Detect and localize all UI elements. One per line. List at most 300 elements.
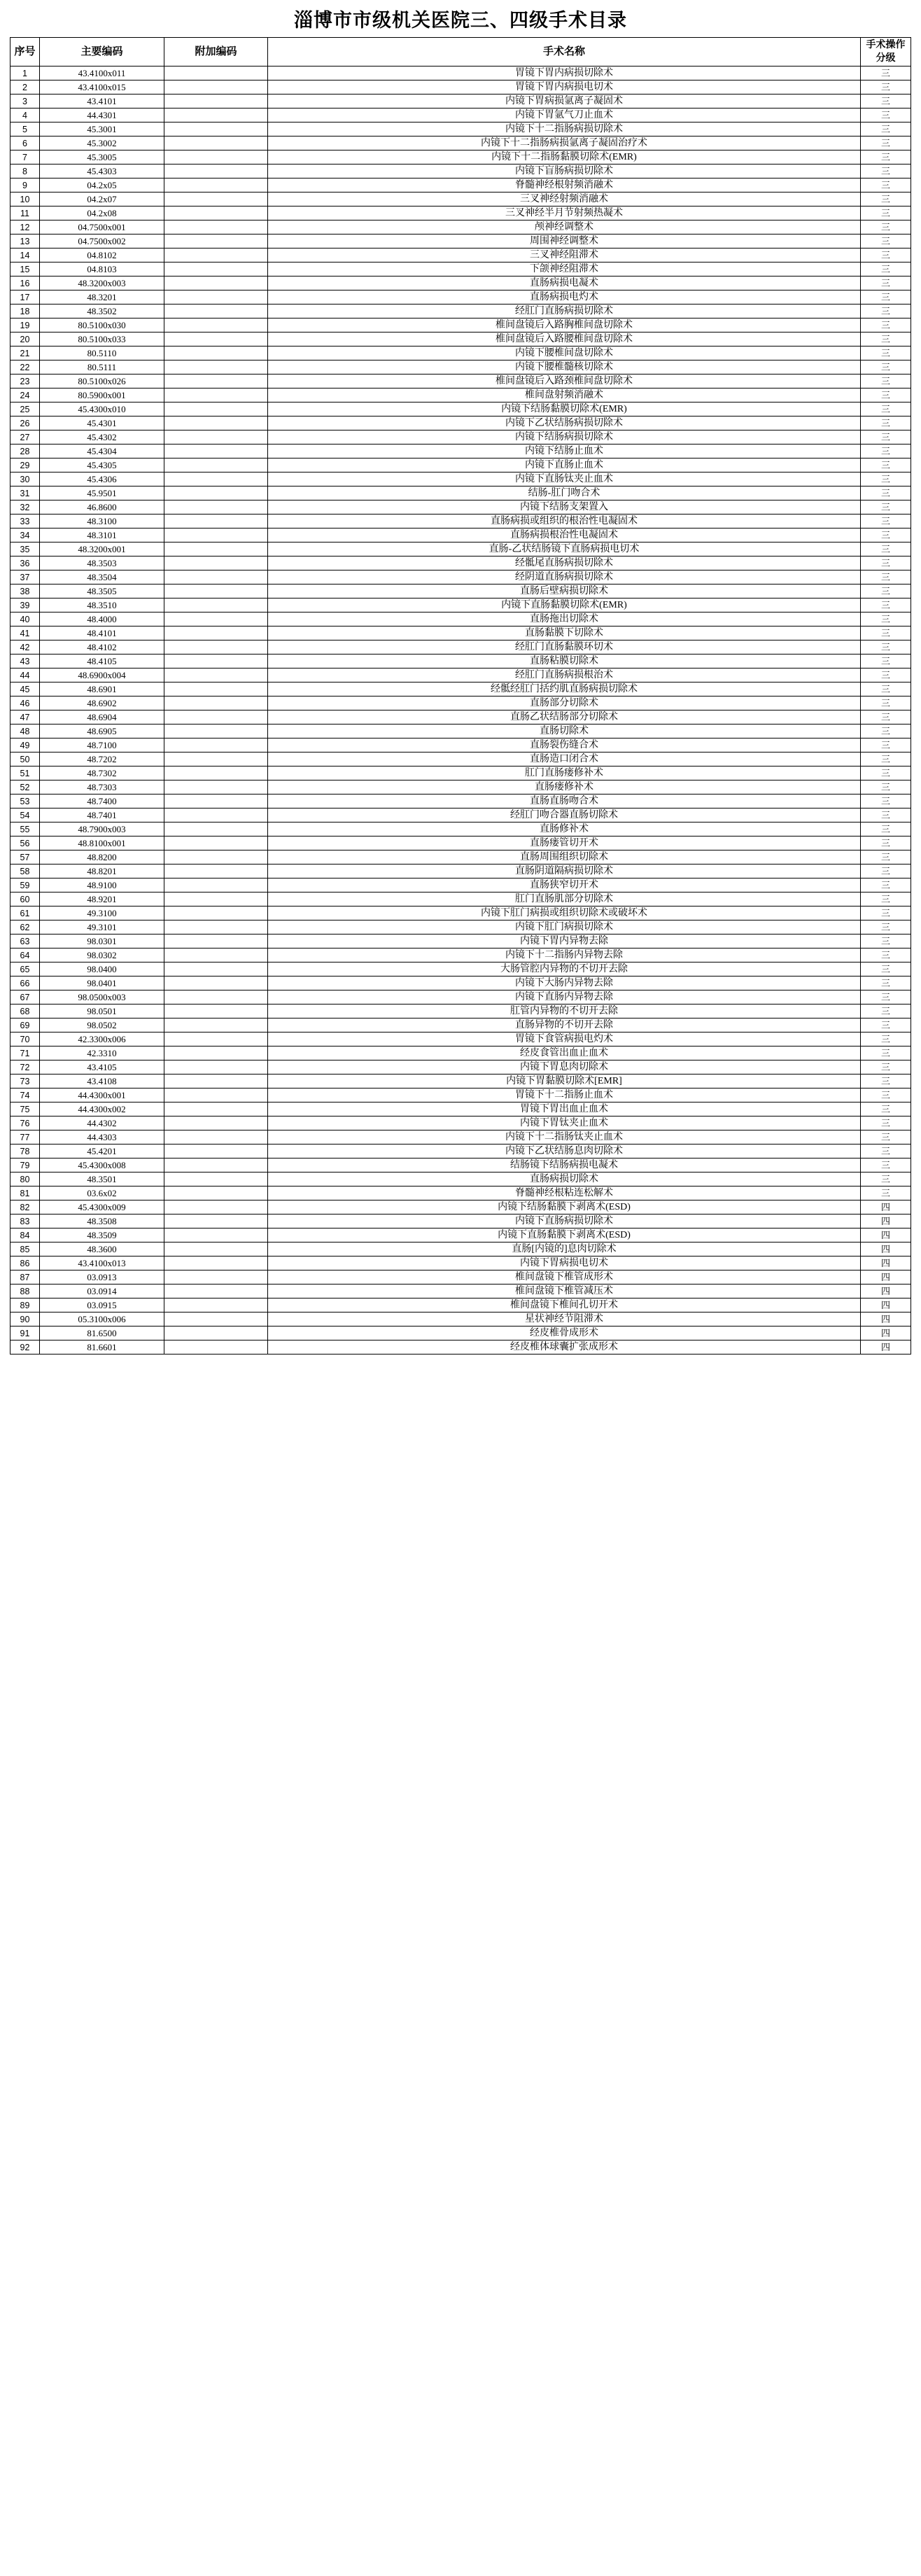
cell-index: 79 <box>10 1158 40 1172</box>
table-row <box>10 402 911 416</box>
surgery-catalog-table <box>10 37 911 1354</box>
page-title: 淄博市市级机关医院三、四级手术目录 <box>294 10 627 31</box>
table-row <box>10 1088 911 1102</box>
cell-extra-code <box>164 836 268 850</box>
cell-extra-code <box>164 234 268 248</box>
cell-level: 三 <box>861 248 911 262</box>
cell-main-code: 45.4301 <box>40 416 164 430</box>
cell-surgery-name: 直肠-乙状结肠镜下直肠病损电切术 <box>268 542 861 556</box>
table-row <box>10 962 911 976</box>
cell-surgery-name: 内镜下十二指肠内异物去除 <box>268 948 861 962</box>
cell-main-code: 44.4303 <box>40 1130 164 1144</box>
cell-surgery-name: 内镜下直肠止血术 <box>268 458 861 472</box>
cell-main-code: 03.0915 <box>40 1298 164 1312</box>
cell-extra-code <box>164 1242 268 1256</box>
cell-extra-code <box>164 990 268 1004</box>
table-row <box>10 248 911 262</box>
cell-surgery-name: 三叉神经半月节射频热凝术 <box>268 206 861 220</box>
table-row <box>10 710 911 724</box>
cell-extra-code <box>164 360 268 374</box>
table-body <box>10 66 911 1354</box>
cell-surgery-name: 内镜下胃氩气刀止血术 <box>268 108 861 122</box>
cell-level: 三 <box>861 668 911 682</box>
table-row <box>10 108 911 122</box>
cell-surgery-name: 颅神经调整术 <box>268 220 861 234</box>
cell-index: 60 <box>10 892 40 906</box>
cell-level: 四 <box>861 1242 911 1256</box>
table-row <box>10 1032 911 1046</box>
cell-index: 4 <box>10 108 40 122</box>
cell-extra-code <box>164 710 268 724</box>
column-header-index: 序号 <box>10 38 40 66</box>
table-row <box>10 626 911 640</box>
cell-main-code: 44.4302 <box>40 1116 164 1130</box>
cell-level: 三 <box>861 948 911 962</box>
cell-main-code: 48.4105 <box>40 654 164 668</box>
cell-index: 26 <box>10 416 40 430</box>
cell-main-code: 48.8200 <box>40 850 164 864</box>
cell-surgery-name: 内镜下腰椎髓核切除术 <box>268 360 861 374</box>
table-row <box>10 892 911 906</box>
cell-surgery-name: 椎间盘镜下椎管成形术 <box>268 1270 861 1284</box>
cell-index: 46 <box>10 696 40 710</box>
cell-level: 三 <box>861 178 911 192</box>
cell-level: 三 <box>861 1032 911 1046</box>
table-row <box>10 640 911 654</box>
cell-extra-code <box>164 444 268 458</box>
table-row <box>10 794 911 808</box>
cell-index: 83 <box>10 1214 40 1228</box>
table-row <box>10 150 911 164</box>
cell-index: 15 <box>10 262 40 276</box>
cell-extra-code <box>164 374 268 388</box>
table-row <box>10 1060 911 1074</box>
cell-surgery-name: 星状神经节阻滞术 <box>268 1312 861 1326</box>
cell-extra-code <box>164 108 268 122</box>
cell-level: 三 <box>861 1130 911 1144</box>
cell-extra-code <box>164 1018 268 1032</box>
cell-level: 三 <box>861 1004 911 1018</box>
cell-level: 四 <box>861 1298 911 1312</box>
cell-surgery-name: 肛管内异物的不切开去除 <box>268 1004 861 1018</box>
cell-level: 四 <box>861 1312 911 1326</box>
table-row <box>10 346 911 360</box>
cell-extra-code <box>164 1340 268 1354</box>
cell-main-code: 48.8100x001 <box>40 836 164 850</box>
cell-extra-code <box>164 332 268 346</box>
cell-surgery-name: 直肠[内镜的]息肉切除术 <box>268 1242 861 1256</box>
cell-level: 三 <box>861 290 911 304</box>
cell-level: 三 <box>861 822 911 836</box>
cell-surgery-name: 直肠部分切除术 <box>268 696 861 710</box>
cell-extra-code <box>164 290 268 304</box>
cell-surgery-name: 内镜下胃病损氩离子凝固术 <box>268 94 861 108</box>
cell-level: 三 <box>861 94 911 108</box>
cell-main-code: 04.7500x002 <box>40 234 164 248</box>
table-row <box>10 1312 911 1326</box>
cell-level: 三 <box>861 598 911 612</box>
table-row <box>10 1326 911 1340</box>
cell-surgery-name: 结肠-肛门吻合术 <box>268 486 861 500</box>
cell-main-code: 04.2x08 <box>40 206 164 220</box>
cell-level: 三 <box>861 878 911 892</box>
table-row <box>10 178 911 192</box>
table-row <box>10 920 911 934</box>
cell-main-code: 04.2x07 <box>40 192 164 206</box>
cell-main-code: 80.5100x033 <box>40 332 164 346</box>
cell-level: 三 <box>861 164 911 178</box>
cell-extra-code <box>164 472 268 486</box>
cell-main-code: 48.4102 <box>40 640 164 654</box>
cell-index: 66 <box>10 976 40 990</box>
cell-surgery-name: 直肠阴道隔病损切除术 <box>268 864 861 878</box>
table-row <box>10 1214 911 1228</box>
cell-level: 三 <box>861 626 911 640</box>
cell-extra-code <box>164 542 268 556</box>
cell-level: 三 <box>861 920 911 934</box>
cell-index: 1 <box>10 66 40 80</box>
cell-index: 38 <box>10 584 40 598</box>
cell-surgery-name: 内镜下结肠黏膜下剥离术(ESD) <box>268 1200 861 1214</box>
cell-index: 53 <box>10 794 40 808</box>
cell-surgery-name: 内镜下乙状结肠病损切除术 <box>268 416 861 430</box>
cell-level: 三 <box>861 206 911 220</box>
cell-index: 70 <box>10 1032 40 1046</box>
cell-level: 三 <box>861 346 911 360</box>
cell-main-code: 49.3101 <box>40 920 164 934</box>
cell-surgery-name: 结肠镜下结肠病损电凝术 <box>268 1158 861 1172</box>
cell-level: 三 <box>861 262 911 276</box>
cell-surgery-name: 直肠异物的不切开去除 <box>268 1018 861 1032</box>
cell-surgery-name: 椎间盘镜后入路颈椎间盘切除术 <box>268 374 861 388</box>
cell-index: 82 <box>10 1200 40 1214</box>
cell-index: 47 <box>10 710 40 724</box>
cell-surgery-name: 直肠瘘管切开术 <box>268 836 861 850</box>
cell-main-code: 04.7500x001 <box>40 220 164 234</box>
table-row <box>10 94 911 108</box>
cell-extra-code <box>164 80 268 94</box>
cell-index: 44 <box>10 668 40 682</box>
cell-surgery-name: 直肠瘘修补术 <box>268 780 861 794</box>
cell-main-code: 48.3201 <box>40 290 164 304</box>
cell-main-code: 43.4100x013 <box>40 1256 164 1270</box>
table-row <box>10 416 911 430</box>
cell-index: 8 <box>10 164 40 178</box>
cell-index: 89 <box>10 1298 40 1312</box>
cell-index: 85 <box>10 1242 40 1256</box>
cell-extra-code <box>164 1214 268 1228</box>
cell-level: 四 <box>861 1270 911 1284</box>
cell-surgery-name: 经骶尾直肠病损切除术 <box>268 556 861 570</box>
column-header-level <box>861 38 911 66</box>
cell-surgery-name: 直肠乙状结肠部分切除术 <box>268 710 861 724</box>
cell-main-code: 98.0401 <box>40 976 164 990</box>
cell-index: 3 <box>10 94 40 108</box>
table-row <box>10 948 911 962</box>
cell-surgery-name: 内镜下肛门病损或组织切除术或破坏术 <box>268 906 861 920</box>
table-row <box>10 738 911 752</box>
table-row <box>10 374 911 388</box>
table-row <box>10 1144 911 1158</box>
table-row <box>10 906 911 920</box>
cell-extra-code <box>164 864 268 878</box>
cell-main-code: 48.4000 <box>40 612 164 626</box>
cell-extra-code <box>164 1298 268 1312</box>
cell-level: 三 <box>861 640 911 654</box>
cell-main-code: 04.8102 <box>40 248 164 262</box>
cell-extra-code <box>164 1158 268 1172</box>
cell-extra-code <box>164 1088 268 1102</box>
cell-level: 三 <box>861 444 911 458</box>
cell-main-code: 48.9100 <box>40 878 164 892</box>
cell-extra-code <box>164 458 268 472</box>
cell-surgery-name: 直肠修补术 <box>268 822 861 836</box>
cell-main-code: 45.4306 <box>40 472 164 486</box>
cell-extra-code <box>164 920 268 934</box>
cell-level: 三 <box>861 906 911 920</box>
table-row <box>10 1228 911 1242</box>
table-row <box>10 850 911 864</box>
table-row <box>10 570 911 584</box>
cell-main-code: 81.6500 <box>40 1326 164 1340</box>
cell-extra-code <box>164 1116 268 1130</box>
table-header <box>10 38 911 66</box>
cell-extra-code <box>164 1200 268 1214</box>
cell-extra-code <box>164 1228 268 1242</box>
cell-index: 64 <box>10 948 40 962</box>
cell-extra-code <box>164 892 268 906</box>
table-row <box>10 1116 911 1130</box>
cell-index: 17 <box>10 290 40 304</box>
cell-surgery-name: 内镜下直肠钛夹止血术 <box>268 472 861 486</box>
cell-surgery-name: 内镜下胃钛夹止血术 <box>268 1116 861 1130</box>
cell-extra-code <box>164 696 268 710</box>
cell-index: 35 <box>10 542 40 556</box>
cell-level: 三 <box>861 1186 911 1200</box>
cell-surgery-name: 肛门直肠肌部分切除术 <box>268 892 861 906</box>
cell-extra-code <box>164 878 268 892</box>
cell-index: 72 <box>10 1060 40 1074</box>
cell-level: 三 <box>861 794 911 808</box>
cell-index: 58 <box>10 864 40 878</box>
table-row <box>10 514 911 528</box>
cell-extra-code <box>164 164 268 178</box>
cell-index: 88 <box>10 1284 40 1298</box>
table-row <box>10 836 911 850</box>
cell-extra-code <box>164 612 268 626</box>
column-header-main-code: 主要编码 <box>40 38 164 66</box>
cell-surgery-name: 经肛门直肠黏膜环切术 <box>268 640 861 654</box>
table-row <box>10 1270 911 1284</box>
cell-main-code: 45.4302 <box>40 430 164 444</box>
cell-index: 2 <box>10 80 40 94</box>
cell-main-code: 48.3200x003 <box>40 276 164 290</box>
table-row <box>10 542 911 556</box>
cell-index: 80 <box>10 1172 40 1186</box>
cell-surgery-name: 经肛门吻合器直肠切除术 <box>268 808 861 822</box>
cell-level: 三 <box>861 402 911 416</box>
cell-index: 5 <box>10 122 40 136</box>
cell-surgery-name: 胃镜下胃内病损电切术 <box>268 80 861 94</box>
cell-index: 74 <box>10 1088 40 1102</box>
cell-main-code: 42.3300x006 <box>40 1032 164 1046</box>
cell-surgery-name: 内镜下结肠支架置入 <box>268 500 861 514</box>
cell-main-code: 05.3100x006 <box>40 1312 164 1326</box>
cell-extra-code <box>164 808 268 822</box>
cell-level: 三 <box>861 500 911 514</box>
table-row <box>10 1256 911 1270</box>
cell-main-code: 48.4101 <box>40 626 164 640</box>
cell-main-code: 48.3508 <box>40 1214 164 1228</box>
cell-extra-code <box>164 654 268 668</box>
cell-main-code: 44.4301 <box>40 108 164 122</box>
table-row <box>10 1172 911 1186</box>
cell-level: 三 <box>861 220 911 234</box>
cell-index: 27 <box>10 430 40 444</box>
cell-index: 62 <box>10 920 40 934</box>
cell-extra-code <box>164 1144 268 1158</box>
cell-main-code: 04.2x05 <box>40 178 164 192</box>
cell-surgery-name: 直肠粘膜切除术 <box>268 654 861 668</box>
cell-level: 三 <box>861 1074 911 1088</box>
cell-main-code: 49.3100 <box>40 906 164 920</box>
cell-main-code: 48.7302 <box>40 766 164 780</box>
cell-level: 三 <box>861 80 911 94</box>
cell-extra-code <box>164 948 268 962</box>
cell-level: 三 <box>861 416 911 430</box>
table-row <box>10 1018 911 1032</box>
cell-extra-code <box>164 1284 268 1298</box>
cell-extra-code <box>164 934 268 948</box>
table-row <box>10 822 911 836</box>
cell-main-code: 98.0302 <box>40 948 164 962</box>
cell-surgery-name: 三叉神经射频消融术 <box>268 192 861 206</box>
cell-index: 12 <box>10 220 40 234</box>
cell-main-code: 42.3310 <box>40 1046 164 1060</box>
cell-main-code: 48.3100 <box>40 514 164 528</box>
cell-main-code: 45.3005 <box>40 150 164 164</box>
cell-level: 三 <box>861 360 911 374</box>
cell-index: 42 <box>10 640 40 654</box>
cell-extra-code <box>164 1004 268 1018</box>
cell-extra-code <box>164 752 268 766</box>
cell-index: 77 <box>10 1130 40 1144</box>
cell-main-code: 43.4100x011 <box>40 66 164 80</box>
cell-surgery-name: 经肛门直肠病损根治术 <box>268 668 861 682</box>
table-row <box>10 598 911 612</box>
cell-extra-code <box>164 416 268 430</box>
table-row <box>10 1158 911 1172</box>
cell-extra-code <box>164 402 268 416</box>
cell-main-code: 48.3510 <box>40 598 164 612</box>
cell-level: 三 <box>861 976 911 990</box>
cell-index: 50 <box>10 752 40 766</box>
cell-level: 三 <box>861 108 911 122</box>
cell-index: 76 <box>10 1116 40 1130</box>
cell-main-code: 43.4105 <box>40 1060 164 1074</box>
cell-extra-code <box>164 1256 268 1270</box>
cell-index: 11 <box>10 206 40 220</box>
cell-index: 49 <box>10 738 40 752</box>
cell-index: 78 <box>10 1144 40 1158</box>
cell-extra-code <box>164 1186 268 1200</box>
cell-main-code: 45.4201 <box>40 1144 164 1158</box>
cell-main-code: 48.7202 <box>40 752 164 766</box>
cell-main-code: 03.0913 <box>40 1270 164 1284</box>
cell-index: 87 <box>10 1270 40 1284</box>
cell-extra-code <box>164 1060 268 1074</box>
cell-surgery-name: 内镜下结肠病损切除术 <box>268 430 861 444</box>
cell-extra-code <box>164 528 268 542</box>
cell-extra-code <box>164 668 268 682</box>
cell-level: 三 <box>861 542 911 556</box>
cell-main-code: 48.6904 <box>40 710 164 724</box>
cell-index: 69 <box>10 1018 40 1032</box>
cell-index: 30 <box>10 472 40 486</box>
cell-extra-code <box>164 570 268 584</box>
cell-main-code: 98.0301 <box>40 934 164 948</box>
cell-main-code: 46.8600 <box>40 500 164 514</box>
cell-main-code: 48.7400 <box>40 794 164 808</box>
cell-surgery-name: 下颌神经阻滞术 <box>268 262 861 276</box>
cell-index: 34 <box>10 528 40 542</box>
cell-extra-code <box>164 206 268 220</box>
cell-level: 四 <box>861 1228 911 1242</box>
cell-index: 73 <box>10 1074 40 1088</box>
table-row <box>10 388 911 402</box>
table-row <box>10 290 911 304</box>
cell-index: 51 <box>10 766 40 780</box>
cell-level: 三 <box>861 752 911 766</box>
table-row <box>10 66 911 80</box>
table-row <box>10 206 911 220</box>
cell-index: 68 <box>10 1004 40 1018</box>
cell-index: 20 <box>10 332 40 346</box>
cell-extra-code <box>164 1032 268 1046</box>
cell-level: 三 <box>861 850 911 864</box>
cell-level: 三 <box>861 892 911 906</box>
table-header-row <box>10 38 911 66</box>
cell-surgery-name: 椎间盘镜下椎管减压术 <box>268 1284 861 1298</box>
cell-index: 59 <box>10 878 40 892</box>
table-row <box>10 654 911 668</box>
cell-main-code: 48.3504 <box>40 570 164 584</box>
cell-surgery-name: 内镜下十二指肠黏膜切除术(EMR) <box>268 150 861 164</box>
cell-index: 67 <box>10 990 40 1004</box>
cell-surgery-name: 内镜下腰椎间盘切除术 <box>268 346 861 360</box>
cell-surgery-name: 脊髓神经根粘连松解术 <box>268 1186 861 1200</box>
cell-index: 75 <box>10 1102 40 1116</box>
table-row <box>10 878 911 892</box>
cell-extra-code <box>164 822 268 836</box>
cell-extra-code <box>164 94 268 108</box>
cell-extra-code <box>164 1312 268 1326</box>
table-row <box>10 1074 911 1088</box>
cell-index: 86 <box>10 1256 40 1270</box>
cell-level: 三 <box>861 990 911 1004</box>
cell-index: 10 <box>10 192 40 206</box>
cell-surgery-name: 直肠病损电灼术 <box>268 290 861 304</box>
cell-level: 三 <box>861 682 911 696</box>
cell-surgery-name: 内镜下大肠内异物去除 <box>268 976 861 990</box>
cell-surgery-name: 内镜下直肠内异物去除 <box>268 990 861 1004</box>
cell-surgery-name: 直肠病损切除术 <box>268 1172 861 1186</box>
cell-surgery-name: 直肠拖出切除术 <box>268 612 861 626</box>
cell-main-code: 80.5110 <box>40 346 164 360</box>
cell-level: 三 <box>861 234 911 248</box>
cell-surgery-name: 三叉神经阻滞术 <box>268 248 861 262</box>
cell-surgery-name: 内镜下胃黏膜切除术[EMR] <box>268 1074 861 1088</box>
